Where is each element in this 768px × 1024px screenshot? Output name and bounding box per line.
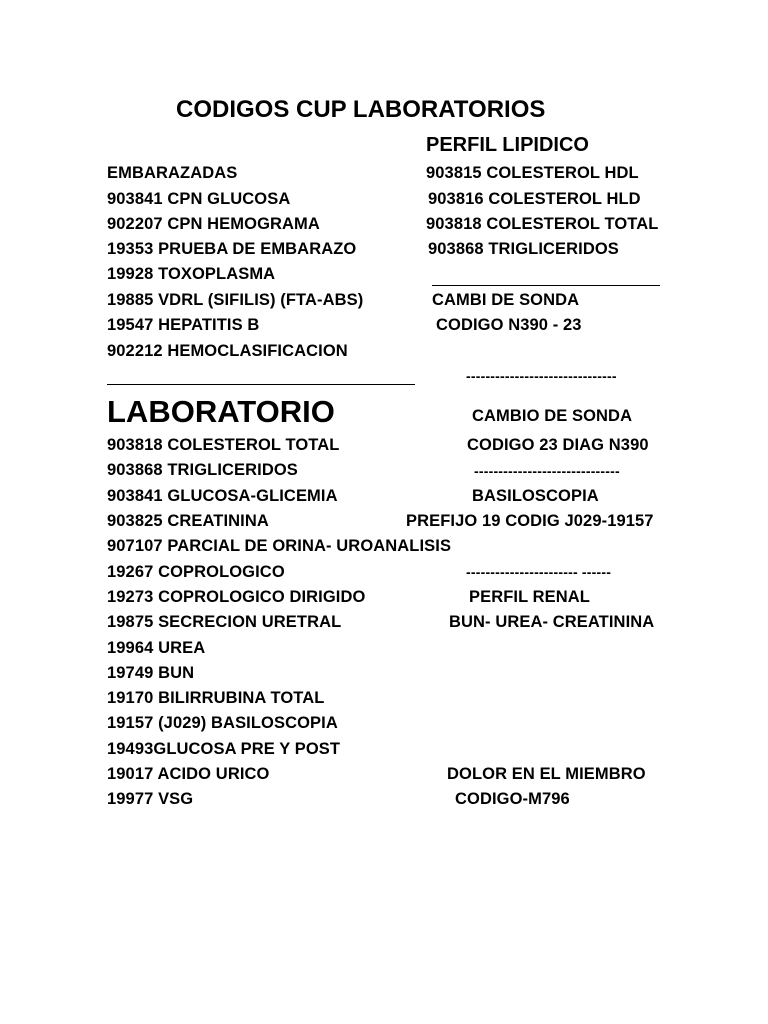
embarazadas-item: 902207 CPN HEMOGRAMA — [107, 215, 320, 233]
embarazadas-item: 19353 PRUEBA DE EMBARAZO — [107, 240, 357, 258]
cambi-sonda-code: CODIGO N390 - 23 — [436, 316, 582, 334]
cambi-sonda-label: CAMBI DE SONDA — [432, 291, 580, 309]
dashed-divider: ------------------------------ — [474, 463, 620, 479]
perfil-lipidico-item: 903815 COLESTEROL HDL — [426, 164, 639, 182]
dashed-divider: ----------------------- ------ — [466, 564, 612, 580]
perfil-renal-items: BUN- UREA- CREATININA — [449, 613, 655, 631]
embarazadas-item: 19885 VDRL (SIFILIS) (FTA-ABS) — [107, 291, 364, 309]
cambio-sonda-code: CODIGO 23 DIAG N390 — [467, 436, 649, 454]
basiloscopia-label: BASILOSCOPIA — [472, 487, 599, 505]
section-divider-right — [432, 285, 660, 286]
laboratorio-item: 19273 COPROLOGICO DIRIGIDO — [107, 588, 366, 606]
dashed-divider: ------------------------------- — [466, 368, 617, 384]
laboratorio-item: 19017 ACIDO URICO — [107, 765, 270, 783]
laboratorio-item: 903818 COLESTEROL TOTAL — [107, 436, 340, 454]
laboratorio-item: 19749 BUN — [107, 664, 195, 682]
laboratorio-item: 19977 VSG — [107, 790, 194, 808]
perfil-renal-label: PERFIL RENAL — [469, 588, 590, 606]
laboratorio-item: 19875 SECRECION URETRAL — [107, 613, 342, 631]
laboratorio-item: 19267 COPROLOGICO — [107, 563, 285, 581]
laboratorio-item: 903841 GLUCOSA-GLICEMIA — [107, 487, 338, 505]
cambio-sonda-label: CAMBIO DE SONDA — [472, 407, 633, 425]
laboratorio-item: 907107 PARCIAL DE ORINA- UROANALISIS — [107, 537, 452, 555]
laboratorio-item: 19493GLUCOSA PRE Y POST — [107, 740, 341, 758]
perfil-lipidico-item: 903818 COLESTEROL TOTAL — [426, 215, 659, 233]
laboratorio-item: 903868 TRIGLICERIDOS — [107, 461, 298, 479]
basiloscopia-code: PREFIJO 19 CODIG J029-19157 — [406, 512, 654, 530]
dolor-code: CODIGO-M796 — [455, 790, 570, 808]
embarazadas-item: 19547 HEPATITIS B — [107, 316, 260, 334]
perfil-lipidico-item: 903816 COLESTEROL HLD — [428, 190, 641, 208]
laboratorio-item: 19157 (J029) BASILOSCOPIA — [107, 714, 338, 732]
laboratorio-item: 19964 UREA — [107, 639, 206, 657]
perfil-lipidico-heading: PERFIL LIPIDICO — [426, 134, 589, 156]
perfil-lipidico-item: 903868 TRIGLICERIDOS — [428, 240, 619, 258]
embarazadas-item: 902212 HEMOCLASIFICACION — [107, 342, 348, 360]
dolor-label: DOLOR EN EL MIEMBRO — [447, 765, 646, 783]
embarazadas-item: 19928 TOXOPLASMA — [107, 265, 276, 283]
laboratorio-heading: LABORATORIO — [107, 394, 335, 429]
embarazadas-item: 903841 CPN GLUCOSA — [107, 190, 291, 208]
section-divider-left — [107, 384, 415, 385]
laboratorio-item: 19170 BILIRRUBINA TOTAL — [107, 689, 325, 707]
laboratorio-item: 903825 CREATININA — [107, 512, 269, 530]
page-title: CODIGOS CUP LABORATORIOS — [176, 96, 546, 123]
embarazadas-heading: EMBARAZADAS — [107, 164, 238, 182]
